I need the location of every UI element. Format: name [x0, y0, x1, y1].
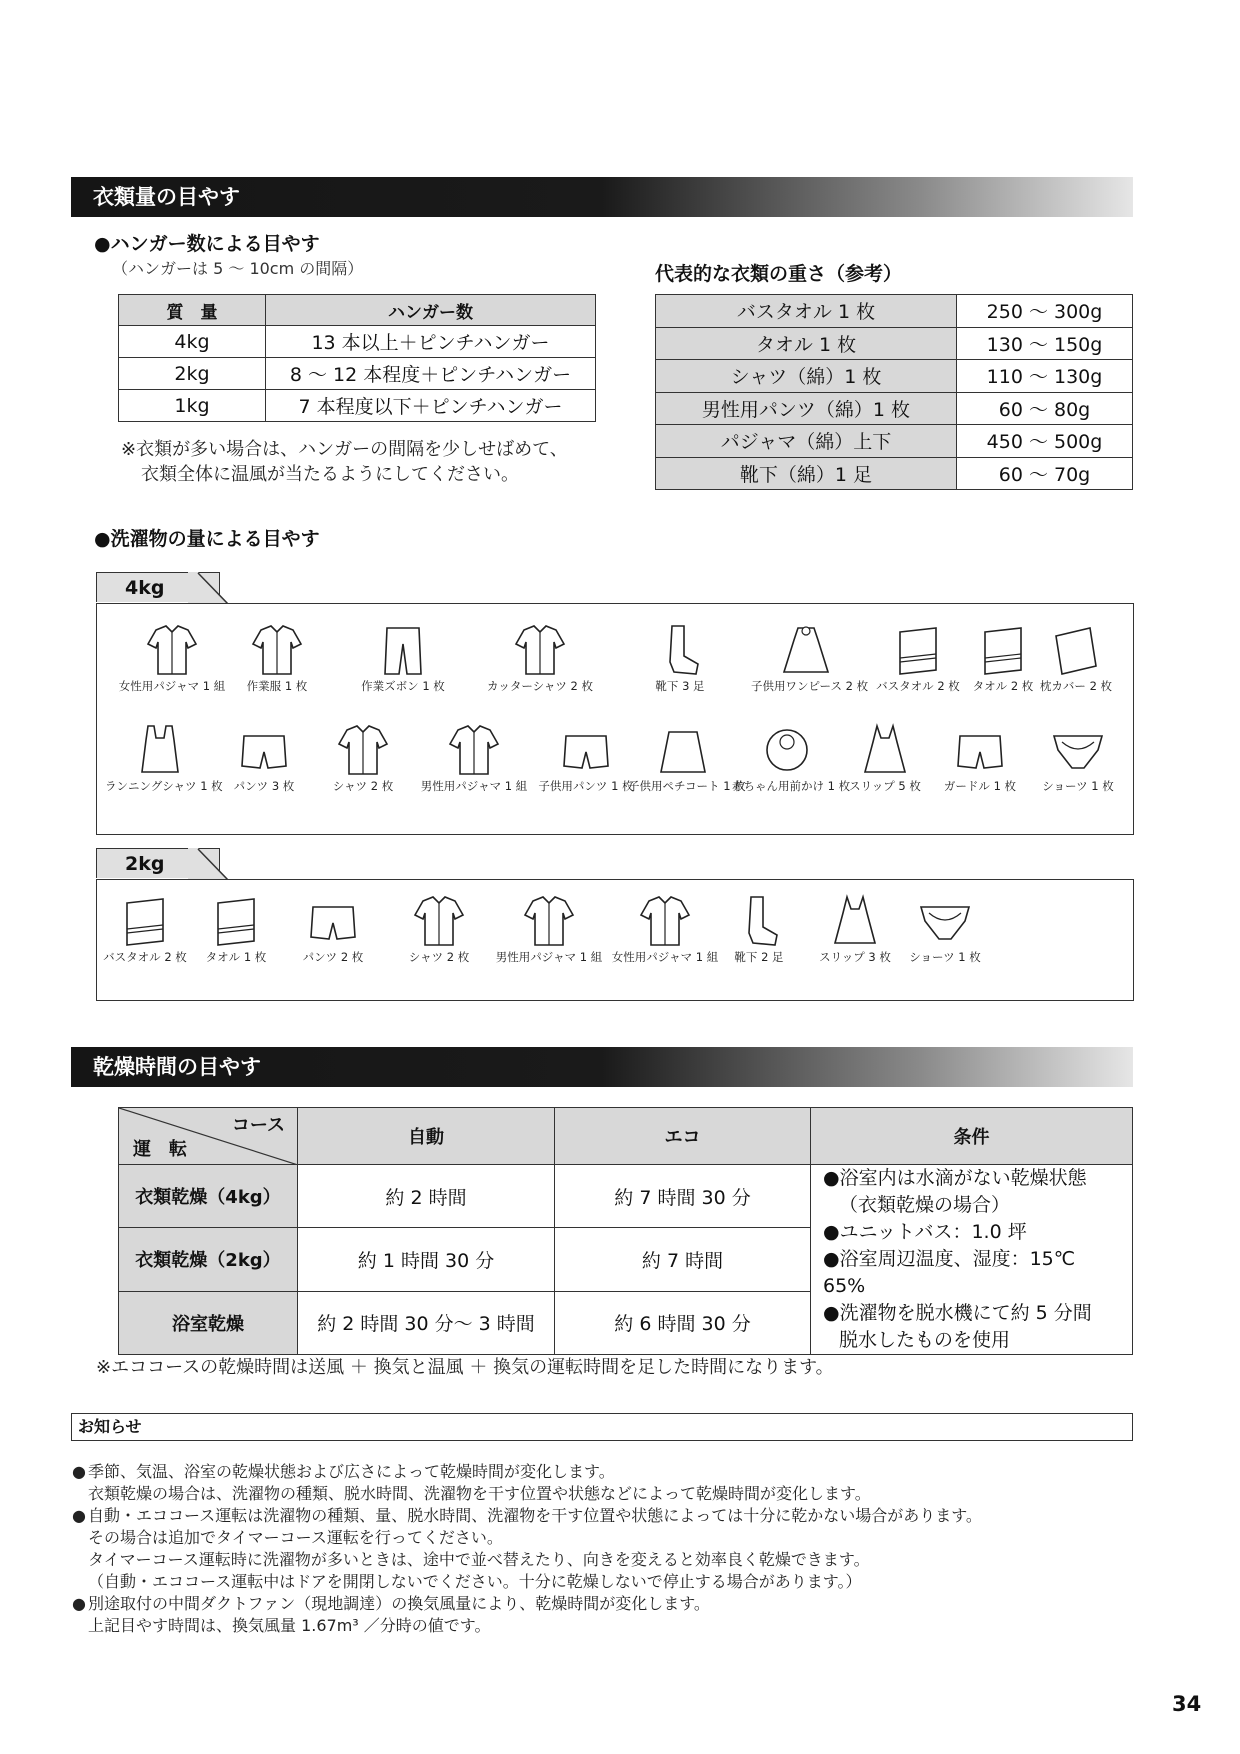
clothing-icon — [556, 722, 616, 778]
conditions-cell — [811, 1165, 1133, 1355]
cell: バスタオル 1 枚 — [656, 295, 957, 328]
clothing-icon — [303, 893, 363, 949]
clothing-icon — [142, 622, 202, 678]
laundry-item-label: シャツ 2 枚 — [408, 950, 470, 964]
laundry-item-label: 男性用パジャマ 1 組 — [495, 950, 603, 964]
clothing-icon — [635, 893, 695, 949]
clothing-icon — [1048, 722, 1108, 778]
laundry-item-label: タオル 1 枚 — [205, 950, 267, 964]
header-auto: 自動 — [298, 1108, 555, 1165]
laundry-item — [278, 893, 388, 965]
cell: 60 ～ 80g — [957, 392, 1133, 425]
weights-table — [655, 294, 1133, 490]
notice-line: ● 別途取付の中間ダクトファン（現地調達）の換気風量により、乾燥時間が変化します。 — [72, 1594, 710, 1613]
laundry-item — [625, 622, 735, 694]
laundry-item — [925, 722, 1035, 794]
laundry-item — [117, 622, 227, 694]
laundry-item-label: 靴下 2 足 — [734, 950, 784, 964]
condition-line: ●洗濯物を脱水機にて約 5 分間 — [823, 1302, 1092, 1324]
cell: シャツ（綿）1 枚 — [656, 360, 957, 393]
cell: 1kg — [119, 390, 266, 422]
clothing-icon — [757, 722, 817, 778]
laundry-item-label: スリップ 3 枚 — [819, 950, 891, 964]
cell: 450 ～ 500g — [957, 425, 1133, 458]
clothing-icon — [519, 893, 579, 949]
laundry-item — [704, 893, 814, 965]
row-header: 衣類乾燥（2kg） — [119, 1228, 298, 1291]
laundry-item-label: 女性用パジャマ 1 組 — [118, 679, 226, 693]
laundry-item — [222, 622, 332, 694]
table-row — [656, 295, 1133, 328]
hanger-table — [118, 294, 596, 422]
hanger-footnote-2: 衣類全体に温風が当たるようにしてください。 — [141, 464, 519, 485]
condition-line: ●浴室周辺温度、湿度：15℃ 65% — [823, 1248, 1095, 1297]
clothing-icon — [234, 722, 294, 778]
laundry-item-label: シャツ 2 枚 — [332, 779, 394, 793]
corner-course-label: コース — [231, 1115, 285, 1136]
cell: 4kg — [119, 326, 266, 358]
condition-line: 脱水したものを使用 — [839, 1329, 1011, 1351]
corner-header — [119, 1108, 298, 1165]
table-row — [119, 358, 596, 390]
clothing-icon — [115, 893, 175, 949]
clothing-icon — [653, 722, 713, 778]
clothing-icon — [247, 622, 307, 678]
laundry-item — [105, 722, 223, 794]
tab-4kg: 4kg — [96, 572, 220, 602]
hanger-header-count: ハンガー数 — [266, 295, 596, 326]
cell: 7 本程度以下＋ピンチハンガー — [266, 390, 596, 422]
cell: 約 1 時間 30 分 — [298, 1228, 555, 1291]
clothing-icon — [650, 622, 710, 678]
section-title-clothing-amount: 衣類量の目やす — [71, 177, 1133, 217]
corner-operation-label: 運 転 — [133, 1139, 187, 1160]
cell: 約 6 時間 30 分 — [555, 1291, 811, 1354]
tab-4kg-slant — [188, 572, 228, 604]
laundry-item-label: パンツ 3 枚 — [233, 779, 295, 793]
laundry-item-label: バスタオル 2 枚 — [876, 679, 960, 693]
laundry-item-label: ショーツ 1 枚 — [909, 950, 981, 964]
clothing-icon — [333, 722, 393, 778]
cell: 約 7 時間 30 分 — [555, 1165, 811, 1228]
hanger-footnote-1: ※衣類が多い場合は、ハンガーの間隔を少しせばめて、 — [121, 439, 568, 460]
notice-line: ● 季節、気温、浴室の乾燥状態および広さによって乾燥時間が変化します。 — [72, 1462, 615, 1481]
table-row — [119, 390, 596, 422]
notice-line: タイマーコース運転時に洗濯物が多いときは、途中で並べ替えたり、向きを変えると効率良く乾燥できます。 — [88, 1550, 870, 1569]
laundry-item-label: 靴下 3 足 — [655, 679, 705, 693]
row-header: 衣類乾燥（4kg） — [119, 1165, 298, 1228]
table-row — [656, 457, 1133, 490]
laundry-item — [628, 722, 746, 794]
clothing-icon — [776, 622, 836, 678]
section-title-drying-time: 乾燥時間の目やす — [71, 1047, 1133, 1087]
cell: 約 7 時間 — [555, 1228, 811, 1291]
cell: タオル 1 枚 — [656, 327, 957, 360]
cell: 110 ～ 130g — [957, 360, 1133, 393]
laundry-item-label: ショーツ 1 枚 — [1042, 779, 1114, 793]
clothing-icon — [444, 722, 504, 778]
laundry-item-label: パンツ 2 枚 — [302, 950, 364, 964]
cell: 約 2 時間 — [298, 1165, 555, 1228]
clothing-icon — [510, 622, 570, 678]
clothing-icon — [915, 893, 975, 949]
drying-footnote: ※エココースの乾燥時間は送風 ＋ 換気と温風 ＋ 換気の運転時間を足した時間になります。 — [96, 1357, 834, 1378]
notice-title: お知らせ — [71, 1413, 1133, 1441]
weights-heading: 代表的な衣類の重さ（参考） — [655, 263, 903, 285]
laundry-item-label: ランニングシャツ 1 枚 — [105, 779, 223, 793]
header-conditions: 条件 — [811, 1108, 1133, 1165]
notice-line: ● 自動・エココース運転は洗濯物の種類、量、脱水時間、洗濯物を干す位置や状態によっては十分に乾かない場合があります。 — [72, 1506, 982, 1525]
cell: 8 ～ 12 本程度＋ピンチハンガー — [266, 358, 596, 390]
notice-line: その場合は追加でタイマーコース運転を行ってください。 — [88, 1528, 503, 1547]
notice-line: 衣類乾燥の場合は、洗濯物の種類、脱水時間、洗濯物を干す位置や状態などによって乾燥時間が変化します。 — [88, 1484, 871, 1503]
laundry-item-label: 作業服 1 枚 — [246, 679, 308, 693]
laundry-item — [830, 722, 940, 794]
laundry-heading: ●洗濯物の量による目やす — [94, 528, 320, 550]
laundry-item — [751, 622, 869, 694]
table-row — [656, 392, 1133, 425]
cell: パジャマ（綿）上下 — [656, 425, 957, 458]
hanger-subnote: （ハンガーは 5 ～ 10cm の間隔） — [112, 259, 364, 278]
laundry-item-label: カッターシャツ 2 枚 — [486, 679, 594, 693]
table-row — [656, 327, 1133, 360]
cell: 60 ～ 70g — [957, 457, 1133, 490]
page-number: 34 — [1172, 1692, 1202, 1716]
laundry-item-label: 作業ズボン 1 枚 — [361, 679, 445, 693]
laundry-item — [1021, 622, 1131, 694]
laundry-item-label: 枕カバー 2 枚 — [1039, 679, 1113, 693]
cell: 靴下（綿）1 足 — [656, 457, 957, 490]
cell: 250 ～ 300g — [957, 295, 1133, 328]
laundry-item — [494, 893, 604, 965]
row-header: 浴室乾燥 — [119, 1291, 298, 1354]
clothing-icon — [130, 722, 190, 778]
laundry-item — [485, 622, 595, 694]
notice-body — [72, 1461, 982, 1637]
table-row — [656, 425, 1133, 458]
clothing-icon — [1046, 622, 1106, 678]
condition-line: ●浴室内は水滴がない乾燥状態 — [823, 1167, 1087, 1189]
table-row — [656, 360, 1133, 393]
cell: 男性用パンツ（綿）1 枚 — [656, 392, 957, 425]
laundry-item-label: 子供用パンツ 1 枚 — [538, 779, 634, 793]
hanger-header-weight: 質 量 — [119, 295, 266, 326]
clothing-icon — [825, 893, 885, 949]
clothing-icon — [888, 622, 948, 678]
hanger-heading: ●ハンガー数による目やす — [94, 233, 320, 255]
cell: 2kg — [119, 358, 266, 390]
header-eco: エコ — [555, 1108, 811, 1165]
laundry-item — [384, 893, 494, 965]
cell: 約 2 時間 30 分～ 3 時間 — [298, 1291, 555, 1354]
laundry-item-label: スリップ 5 枚 — [849, 779, 921, 793]
laundry-item-label: 子供用ペチコート 1 枚 — [628, 779, 746, 793]
condition-line: ●ユニットバス：1.0 坪 — [823, 1221, 1027, 1243]
laundry-item-label: 男性用パジャマ 1 組 — [420, 779, 528, 793]
laundry-item — [209, 722, 319, 794]
clothing-icon — [729, 893, 789, 949]
laundry-item-label: 赤ちゃん用前かけ 1 枚 — [732, 779, 851, 793]
clothing-icon — [409, 893, 469, 949]
laundry-item-label: バスタオル 2 枚 — [103, 950, 187, 964]
laundry-item-label: ガードル 1 枚 — [943, 779, 1017, 793]
clothing-icon — [855, 722, 915, 778]
clothing-icon — [206, 893, 266, 949]
clothing-icon — [373, 622, 433, 678]
laundry-item — [1023, 722, 1133, 794]
laundry-item-label: 子供用ワンピース 2 枚 — [751, 679, 869, 693]
condition-line: （衣類乾燥の場合） — [839, 1194, 1011, 1216]
cell: 13 本以上＋ピンチハンガー — [266, 326, 596, 358]
laundry-item-label: タオル 2 枚 — [972, 679, 1034, 693]
laundry-item — [890, 893, 1000, 965]
laundry-item — [531, 722, 641, 794]
tab-2kg-slant — [188, 848, 228, 880]
laundry-item-label: 女性用パジャマ 1 組 — [611, 950, 719, 964]
cell: 130 ～ 150g — [957, 327, 1133, 360]
clothing-icon — [950, 722, 1010, 778]
tab-2kg: 2kg — [96, 848, 220, 878]
notice-line: （自動・エココース運転中はドアを開閉しないでください。十分に乾燥しないで停止する場合があります。） — [88, 1572, 862, 1591]
notice-line: 上記目やす時間は、換気風量 1.67m³ ／分時の値です。 — [88, 1616, 491, 1635]
laundry-item — [181, 893, 291, 965]
table-row — [119, 1165, 1133, 1228]
laundry-item — [348, 622, 458, 694]
laundry-item — [308, 722, 418, 794]
laundry-item — [419, 722, 529, 794]
table-row — [119, 326, 596, 358]
laundry-item — [732, 722, 851, 794]
drying-time-table — [118, 1107, 1133, 1355]
